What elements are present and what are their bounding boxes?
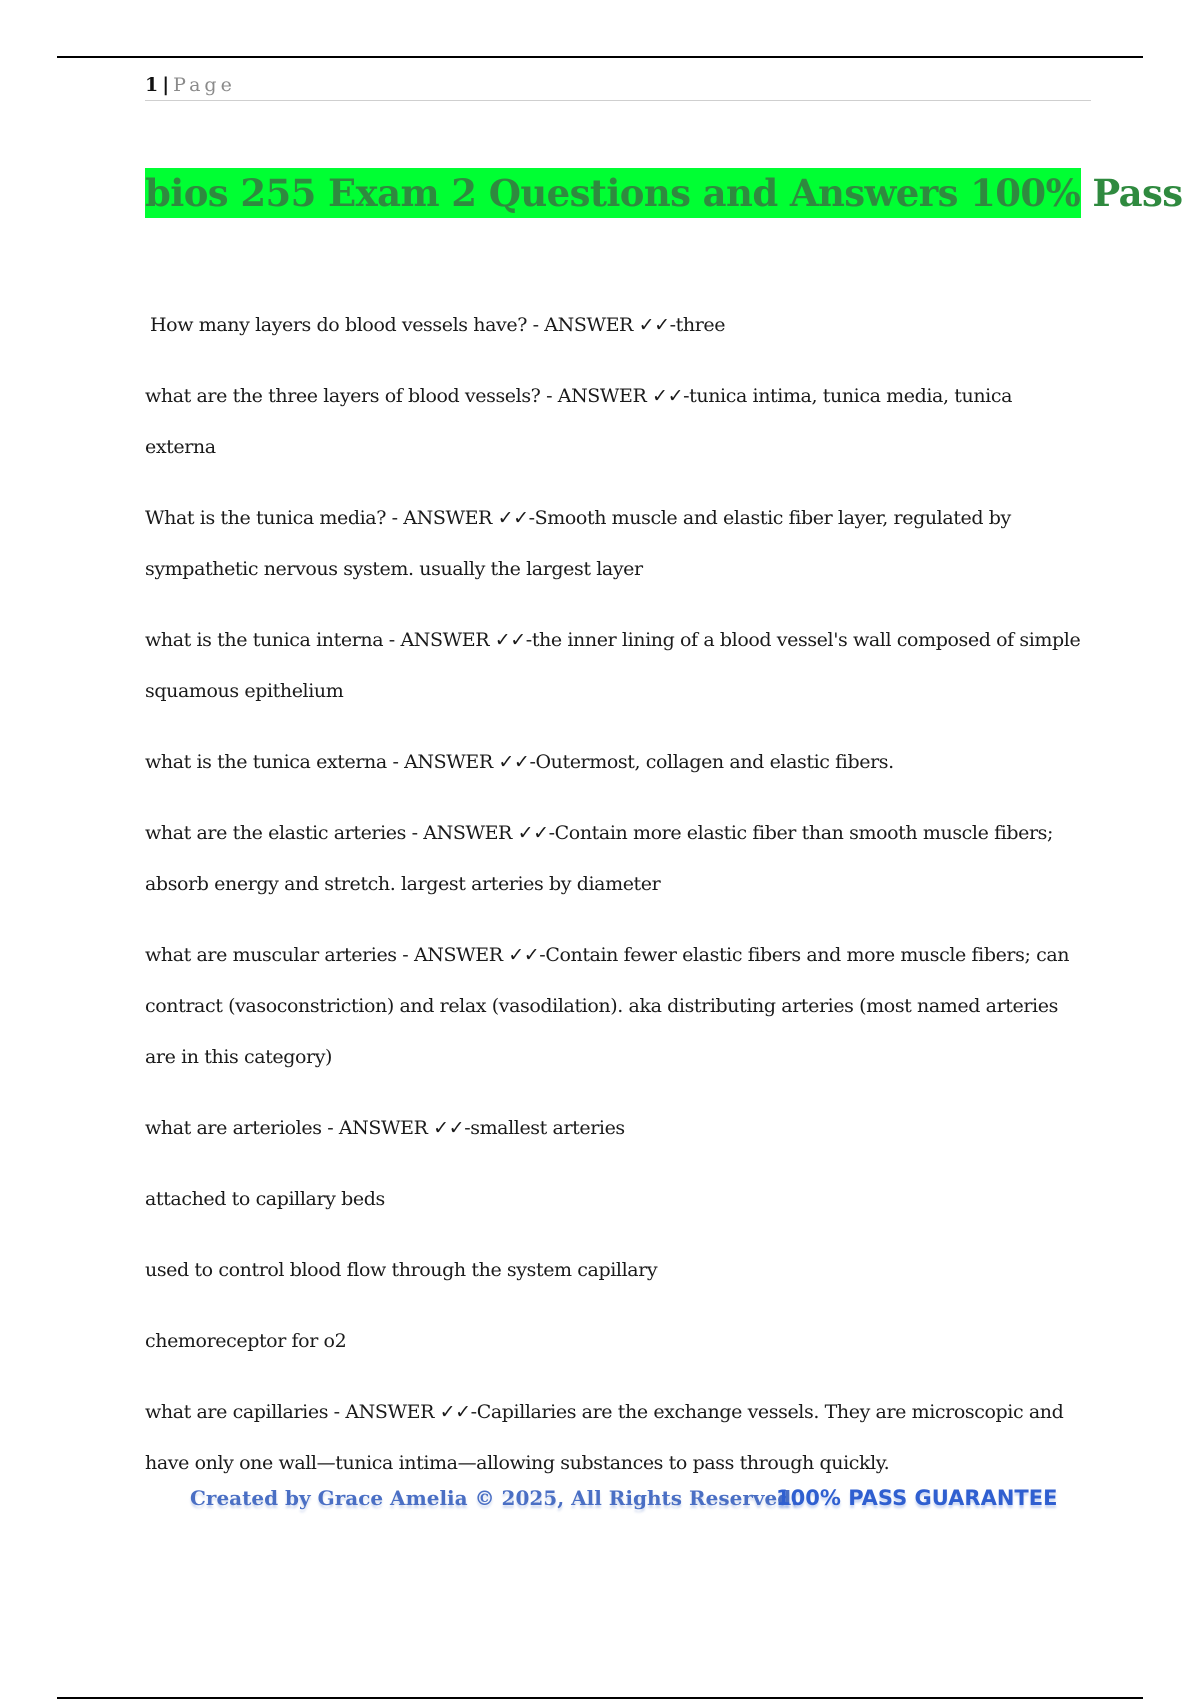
qa-item: what is the tunica interna - ANSWER ✓✓-the inner lining of a blood vessel's wall composed of simple squamous epithelium	[145, 629, 1081, 702]
page-number: 1	[145, 74, 159, 96]
qa-item: chemoreceptor for o2	[145, 1330, 347, 1352]
qa-item: attached to capillary beds	[145, 1188, 385, 1210]
page-footer	[190, 1480, 1058, 1520]
qa-item: what are muscular arteries - ANSWER ✓✓-Contain fewer elastic fibers and more muscle fibers; can contract (vasoconstriction) and relax (vasodilation). aka distributing arteries (most named arteries are in this category)	[145, 944, 1070, 1068]
bottom-border-line	[57, 1697, 1143, 1699]
qa-item: What is the tunica media? - ANSWER ✓✓-Smooth muscle and elastic fiber layer, regulated by sympathetic nervous system. usually the largest layer	[145, 507, 1011, 580]
qa-item: what are the three layers of blood vessels? - ANSWER ✓✓-tunica intima, tunica media, tunica externa	[145, 385, 1013, 458]
qa-item: what are capillaries - ANSWER ✓✓-Capillaries are the exchange vessels. They are microscopic and have only one wall—tunica intima—allowing substances to pass through quickly.	[145, 1401, 1064, 1474]
qa-item: what is the tunica externa - ANSWER ✓✓-Outermost, collagen and elastic fibers.	[145, 751, 894, 773]
qa-item: used to control blood flow through the system capillary	[145, 1259, 658, 1281]
title-highlight	[145, 168, 1183, 218]
page-separator: |	[162, 74, 170, 96]
footer-guarantee: 100% PASS GUARANTEE	[776, 1486, 1058, 1510]
qa-item: what are the elastic arteries - ANSWER ✓✓-Contain more elastic fiber than smooth muscle fibers; absorb energy and stretch. largest arteries by diameter	[145, 822, 1054, 895]
qa-item: How many layers do blood vessels have? - ANSWER ✓✓-three	[150, 314, 726, 336]
qa-item: what are arterioles - ANSWER ✓✓-smallest arteries	[145, 1117, 625, 1139]
footer-credit: Created by Grace Amelia © 2025, All Rights Reserved.	[190, 1486, 799, 1510]
page-header	[145, 72, 1091, 101]
page-label: Page	[173, 74, 236, 96]
document-title: bios 255 Exam 2 Questions and Answers 100% Pass	[145, 171, 1183, 215]
qa-list	[145, 300, 1085, 1509]
top-border-line	[57, 56, 1143, 58]
